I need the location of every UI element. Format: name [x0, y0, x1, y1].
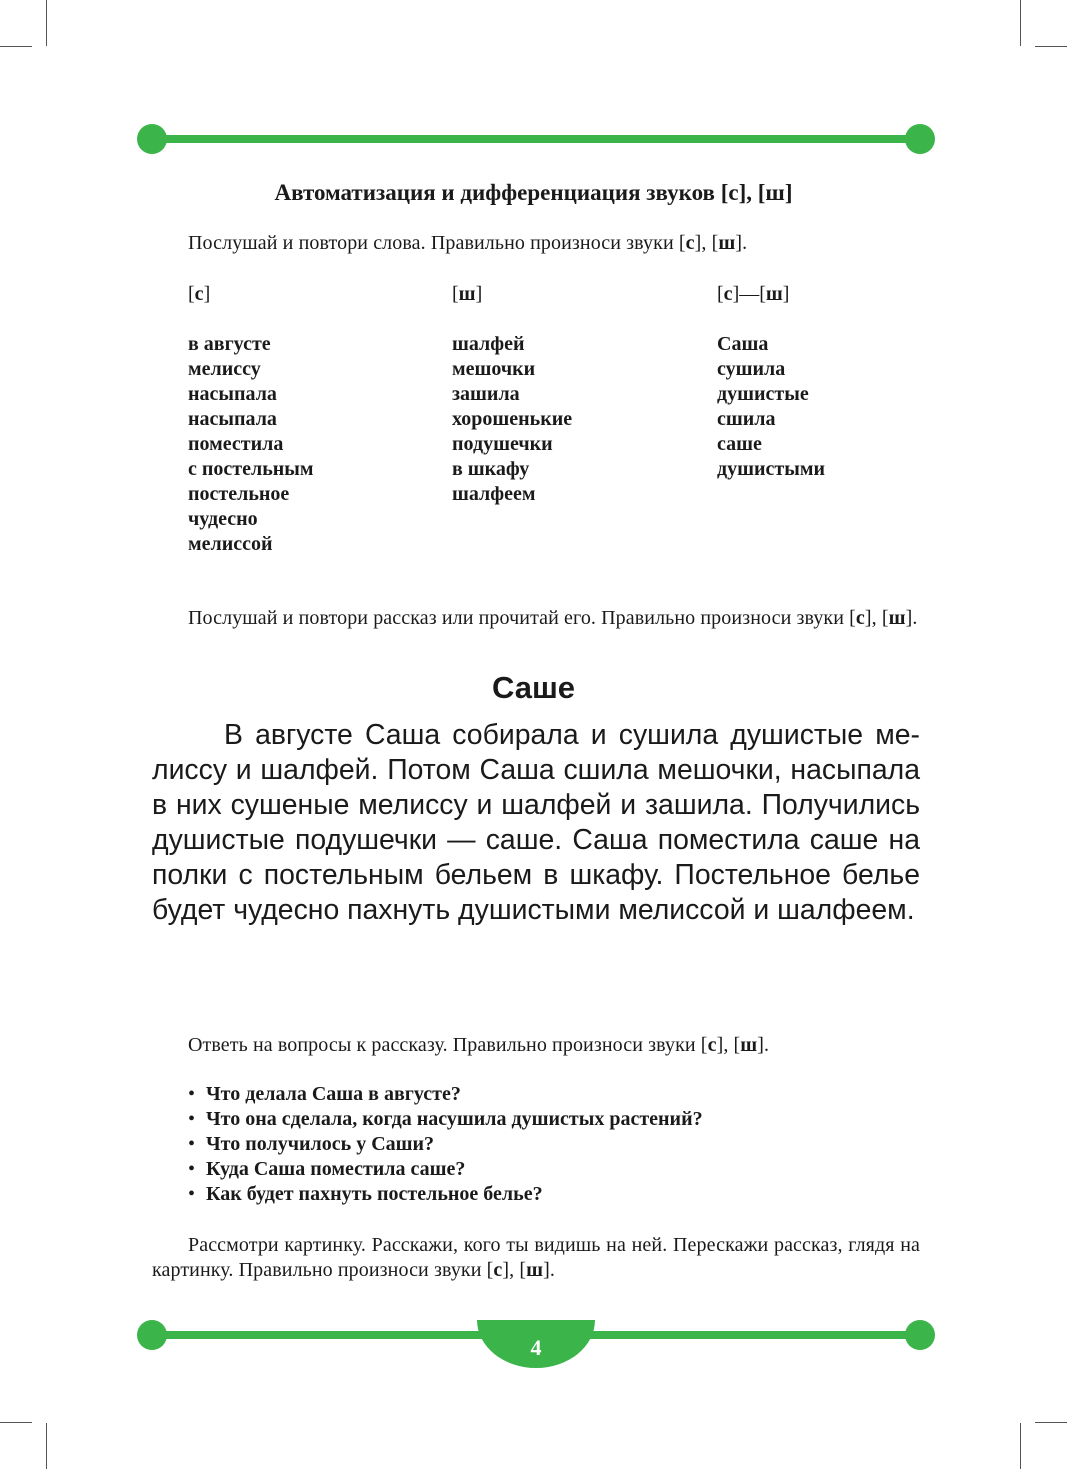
bullet-icon: • — [188, 1083, 196, 1105]
column-header-s: [с] — [188, 283, 211, 305]
word-item: насыпала — [188, 383, 277, 405]
crop-mark — [0, 46, 32, 47]
word-item: саше — [717, 433, 762, 455]
word-list — [188, 332, 438, 557]
word-item: душистые — [717, 383, 809, 405]
question-item: • Что она сделала, когда насушила душистых растений? — [188, 1108, 703, 1130]
bullet-icon: • — [188, 1158, 196, 1180]
crop-mark — [0, 1422, 32, 1423]
question-item: • Как будет пахнуть постельное белье? — [188, 1183, 543, 1205]
word-item: в шкафу — [452, 458, 530, 480]
story-text: В августе Саша собирала и сушила душистые мелиссу и шалфей. Потом Саша сшила мешочки, насыпала в них сушеные мелиссу и шалфей и зашила. Получились душистые подушечки — саше. Саша поместила саше на полки с постельным бельем в шкафу. Постельное белье будет чудесно пахнуть душистыми мелиссой и шалфеем. — [152, 719, 920, 926]
page-number: 4 — [530, 1335, 542, 1360]
question-list — [188, 1082, 703, 1207]
crop-mark — [46, 1423, 47, 1469]
word-item: в августе — [188, 333, 271, 355]
instruction-repeat-story: Послушай и повтори рассказ или прочитай его. Правильно произноси звуки [с], [ш]. — [188, 607, 918, 629]
story-title: Саше — [491, 670, 576, 705]
crop-mark — [1020, 1423, 1021, 1469]
word-column-sh — [452, 282, 702, 507]
word-item: чудесно — [188, 508, 258, 530]
word-item: шалфеем — [452, 483, 536, 505]
crop-mark — [1035, 1422, 1067, 1423]
top-divider-right-dot — [905, 124, 935, 154]
column-header-s-sh: [с]—[ш] — [717, 283, 790, 305]
page-title: Автоматизация и дифференциация звуков [с], [ш] — [274, 180, 793, 205]
word-item: Саша — [717, 333, 769, 355]
word-item: мешочки — [452, 358, 536, 380]
word-item: подушечки — [452, 433, 553, 455]
instruction-retell-picture: Рассмотри картинку. Расскажи, кого ты видишь на ней. Перескажи рассказ, глядя на картинку. Правильно произноси звуки [с], [ш]. — [152, 1234, 920, 1281]
top-divider-bar — [152, 135, 920, 143]
column-header-sh: [ш] — [452, 283, 483, 305]
word-list — [452, 332, 702, 507]
word-column-s — [188, 282, 438, 557]
bullet-icon: • — [188, 1183, 196, 1205]
question-item: • Куда Саша поместила саше? — [188, 1158, 466, 1180]
word-item: сушила — [717, 358, 786, 380]
bullet-icon: • — [188, 1133, 196, 1155]
word-item: душистыми — [717, 458, 825, 480]
question-item: • Что получилось у Саши? — [188, 1133, 435, 1155]
bottom-divider-left-dot — [137, 1320, 167, 1350]
word-item: постельное — [188, 483, 290, 505]
question-item: • Что делала Саша в августе? — [188, 1083, 461, 1105]
top-divider-left-dot — [137, 124, 167, 154]
word-item: шалфей — [452, 333, 525, 355]
word-item: сшила — [717, 408, 776, 430]
bullet-icon: • — [188, 1108, 196, 1130]
instruction-answer-questions: Ответь на вопросы к рассказу. Правильно произноси звуки [с], [ш]. — [188, 1034, 770, 1056]
crop-mark — [46, 0, 47, 46]
word-item: мелиссу — [188, 358, 261, 380]
word-column-s-sh — [717, 282, 967, 482]
crop-mark — [1020, 0, 1021, 46]
word-item: хорошенькие — [452, 408, 573, 430]
instruction-repeat-words: Послушай и повтори слова. Правильно произноси звуки [с], [ш]. — [188, 232, 748, 254]
crop-mark — [1035, 46, 1067, 47]
bottom-divider-right-dot — [905, 1320, 935, 1350]
word-item: зашила — [452, 383, 520, 405]
word-item: с постельным — [188, 458, 314, 480]
word-list — [717, 332, 967, 482]
word-item: поместила — [188, 433, 284, 455]
word-item: насыпала — [188, 408, 277, 430]
word-item: мелиссой — [188, 533, 273, 555]
